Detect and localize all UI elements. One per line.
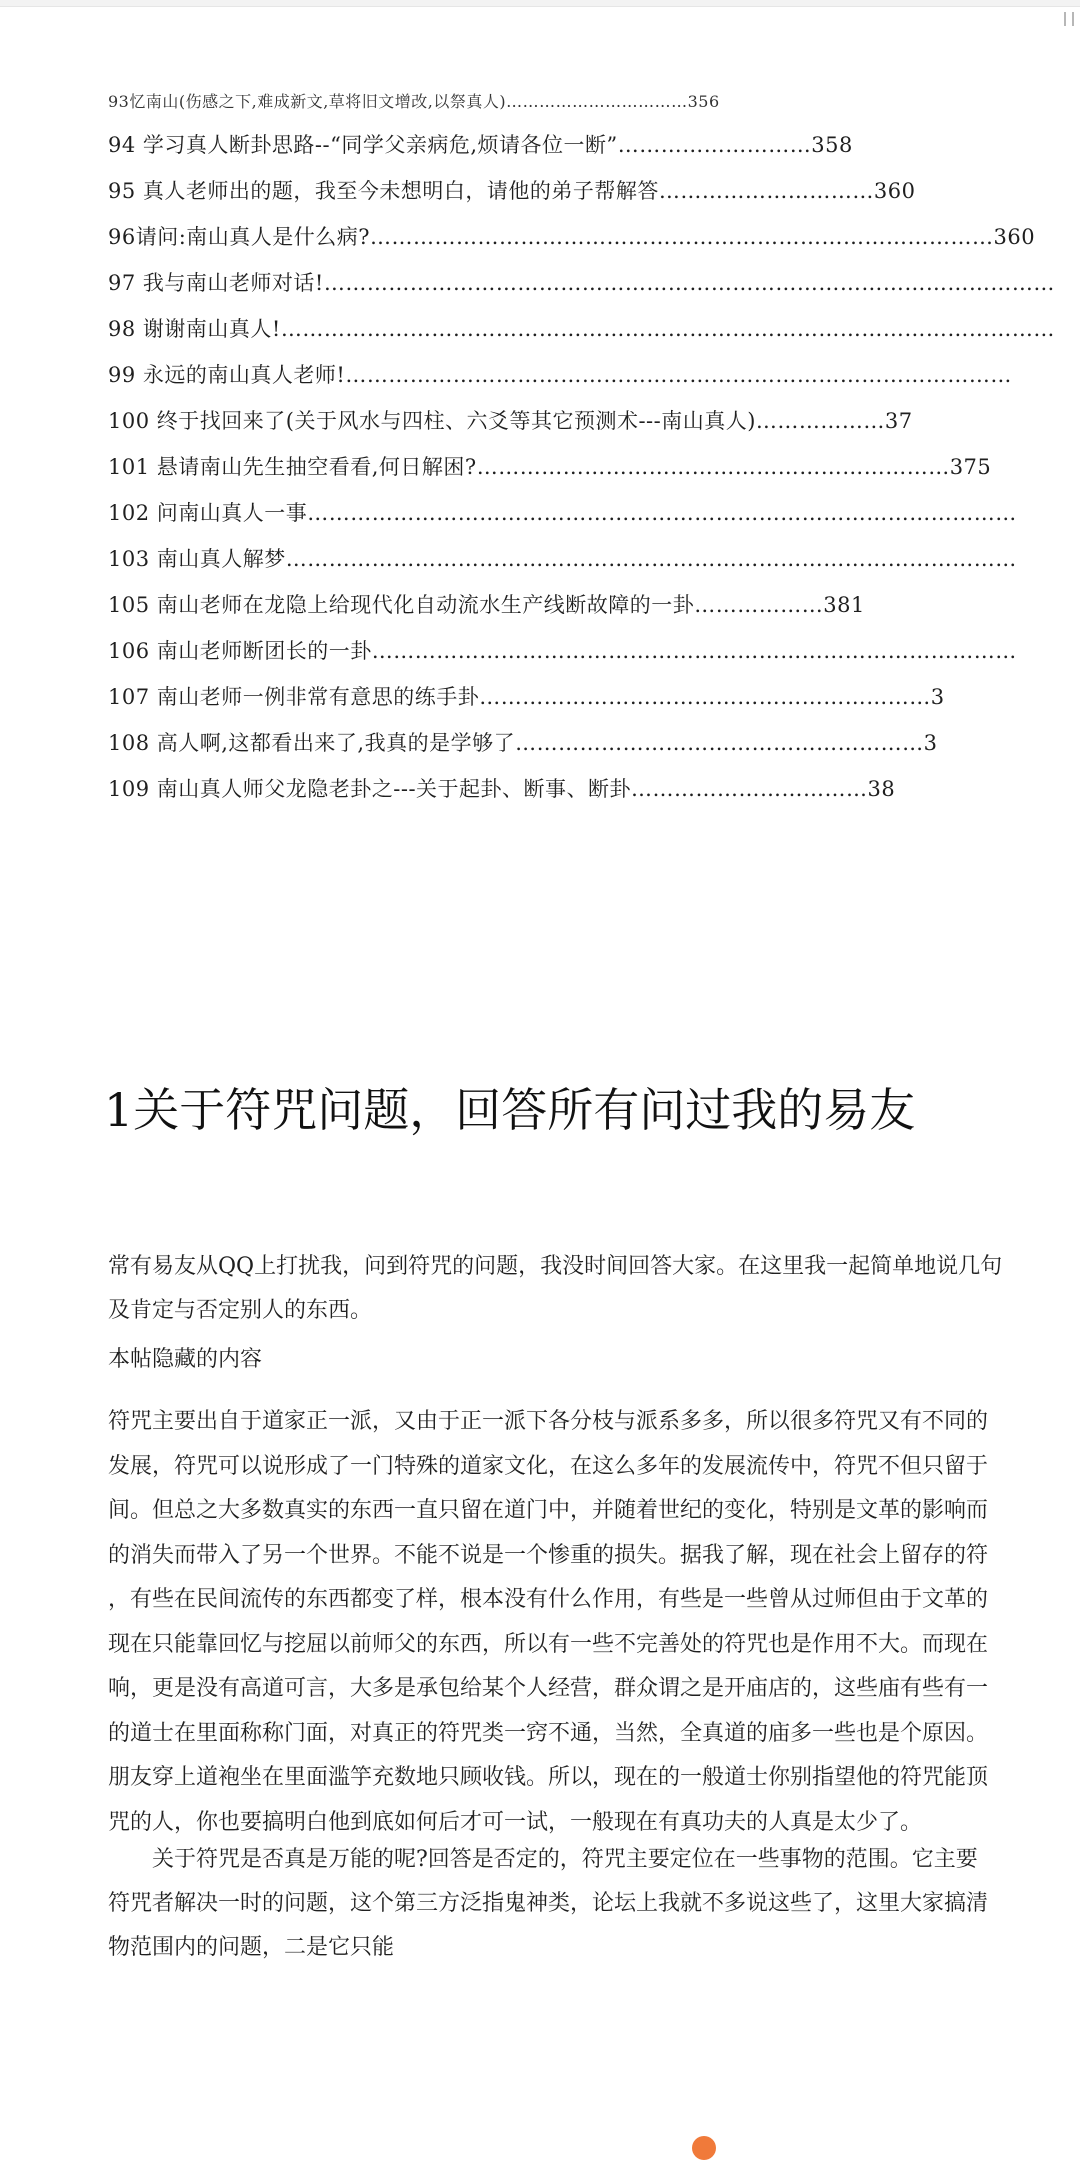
intro-paragraph (108, 1245, 1080, 1333)
toc-item[interactable] (108, 444, 1080, 490)
toc-item-text: 103 南山真人解梦………………………………………………………………………………………… (108, 547, 1017, 571)
toc-item[interactable] (108, 214, 1080, 260)
toc-item-text: 105 南山老师在龙隐上给现代化自动流水生产线断故障的一卦………………381 (108, 593, 865, 617)
text-line: 的消失而带入了另一个世界。不能不说是一个惨重的损失。据我了解，现在社会上留存的符 (108, 1542, 989, 1568)
toc-item-text: 95 真人老师出的题，我至今未想明白，请他的弟子帮解答…………………………360 (108, 179, 916, 203)
toc-item-text: 102 问南山真人一事……………………………………………………………………………………… (108, 501, 1017, 525)
toc-item[interactable] (108, 352, 1080, 398)
text-line: 及肯定与否定别人的东西。 (108, 1298, 373, 1323)
toc-item-text: 97 我与南山老师对话!………………………………………………………………………………………… (108, 271, 1055, 295)
toc-item-text: 108 高人啊,这都看出来了,我真的是学够了…………………………………………………3 (108, 731, 938, 755)
text-line: 常有易友从QQ上打扰我，问到符咒的问题，我没时间回答大家。在这里我一起简单地说几句 (108, 1254, 1003, 1279)
toc-item-text: 106 南山老师断团长的一卦……………………………………………………………………………… (108, 639, 1017, 663)
toc-item-text: 101 悬请南山先生抽空看看,何日解困?…………………………………………………………375 (108, 455, 992, 479)
text-line: 发展，符咒可以说形成了一门特殊的道家文化，在这么多年的发展流传中，符咒不但只留于 (108, 1453, 989, 1479)
scrollbar-handle[interactable] (1064, 12, 1074, 26)
toc-item-text: 109 南山真人师父龙隐老卦之---关于起卦、断事、断卦……………………………38 (108, 777, 896, 801)
toc-item[interactable] (108, 260, 1080, 306)
toc-item[interactable] (108, 720, 1080, 766)
text-line: 物范围内的问题，二是它只能 (108, 1935, 395, 1960)
toc-item-text: 100 终于找回来了(关于风水与四柱、六爻等其它预测术---南山真人)………………37 (108, 409, 913, 433)
toc-item[interactable] (108, 628, 1080, 674)
toc-item[interactable] (108, 674, 1080, 720)
table-of-contents (108, 82, 1080, 812)
toc-item-text: 99 永远的南山真人老师!………………………………………………………………………………… (108, 363, 1012, 387)
floating-action-button[interactable] (692, 2136, 716, 2160)
article-title: 1关于符咒问题，回答所有问过我的易友 (104, 1083, 916, 1137)
text-line: 关于符咒是否真是万能的呢?回答是否定的，符咒主要定位在一些事物的范围。它主要 (108, 1847, 978, 1872)
text-line: 间。但总之大多数真实的东西一直只留在道门中，并随着世纪的变化，特别是文革的影响而 (108, 1498, 989, 1523)
text-line: 符咒者解决一时的问题，这个第三方泛指鬼神类，论坛上我就不多说这些了，这里大家搞清 (108, 1891, 989, 1916)
toc-item[interactable] (108, 490, 1080, 536)
toc-item[interactable] (108, 122, 1080, 168)
toc-item-text: 107 南山老师一例非常有意思的练手卦………………………………………………………3 (108, 685, 945, 709)
toc-item[interactable] (108, 168, 1080, 214)
text-line: 朋友穿上道袍坐在里面滥竽充数地只顾收钱。所以，现在的一般道士你别指望他的符咒能顶 (108, 1765, 989, 1790)
text-line: 咒的人，你也要搞明白他到底如何后才可一试，一般现在有真功夫的人真是太少了。 (108, 1809, 923, 1835)
body-paragraph (108, 1400, 1080, 1845)
toc-item[interactable] (108, 398, 1080, 444)
hidden-content-text: 本帖隐藏的内容 (108, 1347, 263, 1372)
hidden-content-label (108, 1338, 1080, 1382)
top-status-strip (0, 0, 1080, 7)
toc-item[interactable] (108, 536, 1080, 582)
toc-item[interactable] (108, 82, 1080, 122)
toc-item[interactable] (108, 582, 1080, 628)
text-line: ，有些在民间流传的东西都变了样，根本没有什么作用，有些是一些曾从过师但由于文革的 (108, 1587, 989, 1612)
toc-item-text: 94 学习真人断卦思路--“同学父亲病危,烦请各位一断”………………………358 (108, 133, 853, 157)
text-line: 响，更是没有高道可言，大多是承包给某个人经营，群众谓之是开庙店的，这些庙有些有一 (108, 1676, 989, 1701)
text-line: 现在只能靠回忆与挖屈以前师父的东西，所以有一些不完善处的符咒也是作用不大。而现在 (108, 1631, 989, 1657)
toc-item-text: 98 谢谢南山真人!……………………………………………………………………………………………… (108, 317, 1055, 341)
body-paragraph (108, 1838, 1080, 1970)
toc-item-text: 93忆南山(伤感之下,难成新文,草将旧文增改,以祭真人)……………………………356 (108, 92, 720, 111)
toc-item-text: 96请问:南山真人是什么病?……………………………………………………………………………360 (108, 225, 1036, 249)
text-line: 符咒主要出自于道家正一派，又由于正一派下各分枝与派系多多，所以很多符咒又有不同的 (108, 1409, 989, 1434)
toc-item[interactable] (108, 306, 1080, 352)
toc-item[interactable] (108, 766, 1080, 812)
text-line: 的道士在里面称称门面，对真正的符咒类一窍不通，当然，全真道的庙多一些也是个原因。 (108, 1720, 989, 1746)
